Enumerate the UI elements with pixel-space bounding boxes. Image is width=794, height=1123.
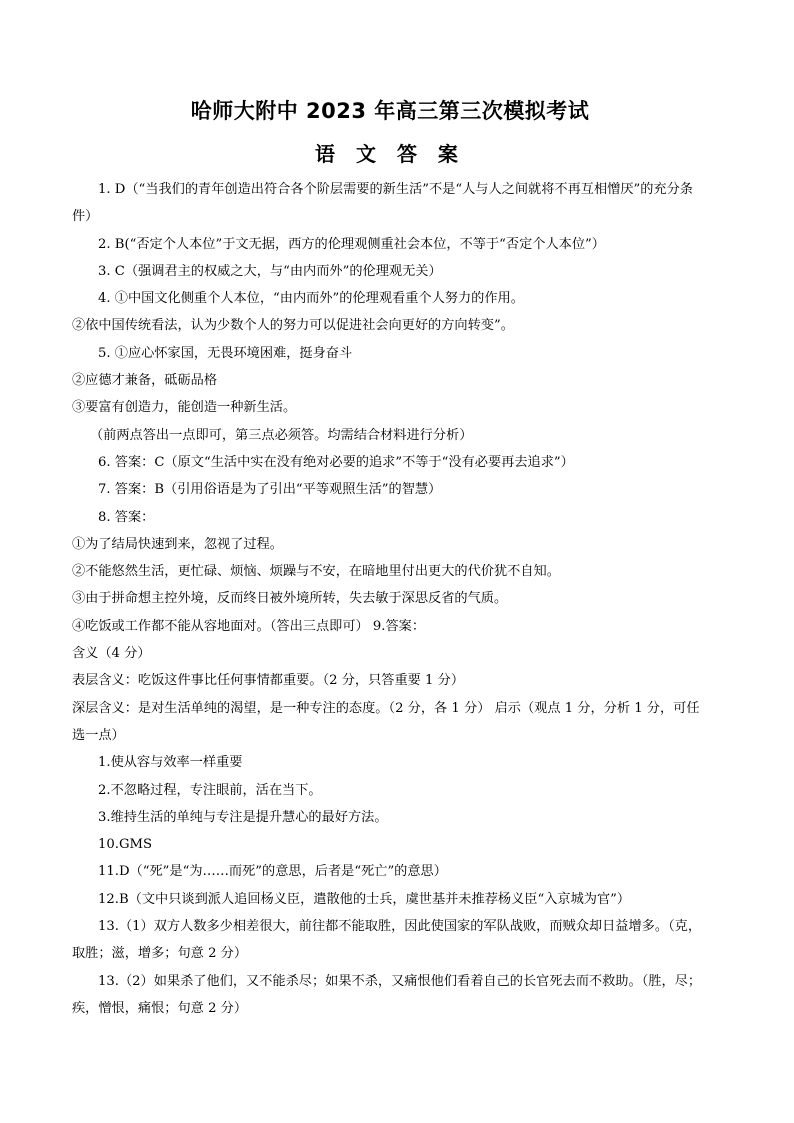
answer-line-5: 5. ①应心怀家国，无畏环境困难，挺身奋斗 [98,345,353,361]
answer-line-6: 6. 答案：C（原文“生活中实在没有绝对必要的追求”不等于“没有必要再去追求”） [98,454,574,470]
document-title: 哈师大附中 2023 年高三第三次模拟考试 [190,99,590,123]
answer-line-4b: ②依中国传统看法，认为少数个人的努力可以促进社会向更好的方向转变”。 [72,318,514,334]
answer-line-8a: ①为了结局快速到来，忽视了过程。 [72,536,283,552]
answer-line-8c: ③由于拼命想主控外境，反而终日被外境所转，失去敏于深思反省的气质。 [72,591,508,607]
answer-line-10: 10.GMS [98,837,153,853]
answer-line-12: 12.B（文中只谈到派人追回杨义臣，遣散他的士兵，虞世基并未推荐杨义臣“入京城为官”） [98,891,631,907]
answer-line-2: 2. B(“否定个人本位”于文无据，西方的伦理观侧重社会本位，不等于“否定个人本位”） [98,236,605,252]
answer-line-8: 8. 答案： [98,509,155,525]
answer-line-9e: 2.不忽略过程，专注眼前，活在当下。 [98,782,322,798]
answer-line-9d: 1.使从容与效率一样重要 [98,755,243,771]
answer-line-8d-9: ④吃饭或工作都不能从容地面对。（答出三点即可） 9.答案： [72,618,426,634]
answer-line-3: 3. C（强调君主的权威之大，与“由内而外”的伦理观无关） [98,263,442,279]
answer-line-4: 4. ①中国文化侧重个人本位，“由内而外”的伦理观看重个人努力的作用。 [98,291,524,307]
answer-line-8b: ②不能悠然生活，更忙碌、烦恼、烦躁与不安，在暗地里付出更大的代价犹不自知。 [72,564,560,580]
answer-line-9f: 3.维持生活的单纯与专注是提升慧心的最好方法。 [98,809,388,825]
answer-line-1: 1. D（“当我们的青年创造出符合各个阶层需要的新生活”不是“人与人之间就将不再互相憎厌”的充分条件） [72,182,693,225]
answer-line-5c: ③要富有创造力，能创造一种新生活。 [72,400,297,416]
answer-line-7: 7. 答案：B（引用俗语是为了引出“平等观照生活”的智慧） [98,482,442,498]
document-subtitle: 语 文 答 案 [315,142,465,166]
answer-line-5-note: （前两点答出一点即可，第三点必须答。均需结合材料进行分析） [90,427,473,443]
answer-line-9b: 表层含义：吃饭这件事比任何事情都重要。（2 分，只答重要 1 分） [72,673,465,689]
answer-line-5b: ②应德才兼备，砥砺品格 [72,373,218,389]
answer-line-13-2: 13.（2）如果杀了他们，又不能杀尽；如果不杀，又痛恨他们看着自己的长官死去而不救助。（胜，尽； 疾，憎恨，痛恨；句意 2 分） [72,973,702,1016]
answer-line-9c: 深层含义：是对生活单纯的渴望，是一种专注的态度。（2 分，各 1 分） 启示（观点 1 分，分析 1 分，可任选一点） [72,700,700,743]
answer-body [72,176,708,1022]
answer-line-13-1: 13.（1）双方人数多少相差很大，前往都不能取胜，因此使国家的军队战败，而贼众却日益增多。（克， 取胜；滋，增多；句意 2 分） [72,919,702,962]
answer-line-9a: 含义（4 分） [72,646,151,662]
answer-line-11: 11.D（“死”是“为……而死”的意思，后者是“死亡”的意思） [98,864,447,880]
